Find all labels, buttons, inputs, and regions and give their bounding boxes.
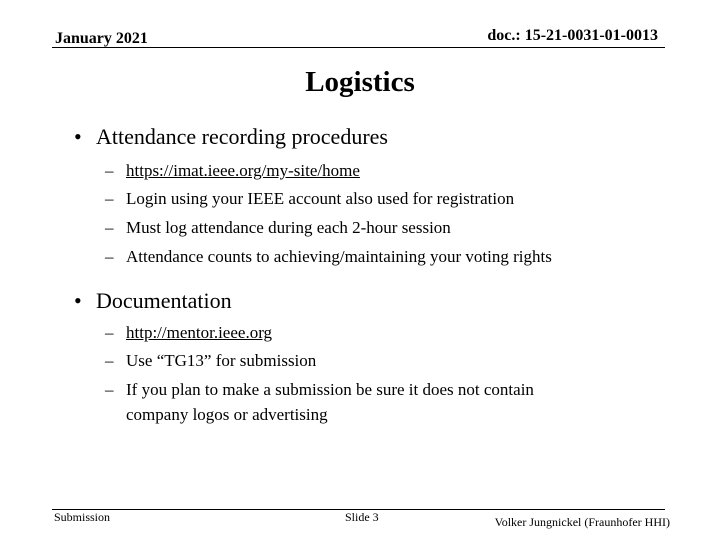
header-divider	[52, 47, 665, 48]
header-doc-id: doc.: 15-21-0031-01-0013	[487, 27, 658, 44]
imat-link[interactable]: https://imat.ieee.org/my-site/home	[126, 161, 360, 180]
footer-author: Volker Jungnickel (Fraunhofer HHI)	[494, 515, 670, 529]
list-item	[105, 247, 552, 267]
header-date: January 2021	[55, 30, 148, 47]
list-item-text: If you plan to make a submission be sure it does not contain	[126, 380, 534, 399]
dash-marker: –	[105, 189, 114, 208]
list-item	[105, 351, 316, 371]
dash-marker: –	[105, 161, 114, 180]
bullet-attendance	[74, 124, 388, 150]
slide-title: Logistics	[305, 66, 415, 98]
dash-marker: –	[105, 323, 114, 342]
footer-submission: Submission	[54, 510, 111, 524]
list-item	[105, 218, 451, 238]
list-item	[105, 189, 514, 209]
list-item-text: Use “TG13” for submission	[126, 351, 317, 370]
bullet-dot: •	[74, 288, 82, 313]
dash-marker: –	[105, 351, 114, 370]
list-item	[105, 380, 534, 400]
bullet-documentation	[74, 288, 232, 314]
list-item-continuation: company logos or advertising	[126, 405, 328, 424]
list-item-text: Login using your IEEE account also used for registration	[126, 189, 515, 208]
dash-marker: –	[105, 218, 114, 237]
mentor-link[interactable]: http://mentor.ieee.org	[126, 323, 273, 342]
list-item[interactable]	[105, 161, 360, 181]
footer-slide-number: Slide 3	[345, 510, 379, 524]
list-item-text: Must log attendance during each 2-hour session	[126, 218, 451, 237]
bullet-dot: •	[74, 124, 82, 149]
dash-marker: –	[105, 380, 114, 399]
bullet-label: Attendance recording procedures	[96, 124, 388, 149]
list-item-text: Attendance counts to achieving/maintaining your voting rights	[126, 247, 552, 266]
dash-marker: –	[105, 247, 114, 266]
bullet-label: Documentation	[96, 288, 232, 313]
list-item[interactable]	[105, 323, 272, 343]
